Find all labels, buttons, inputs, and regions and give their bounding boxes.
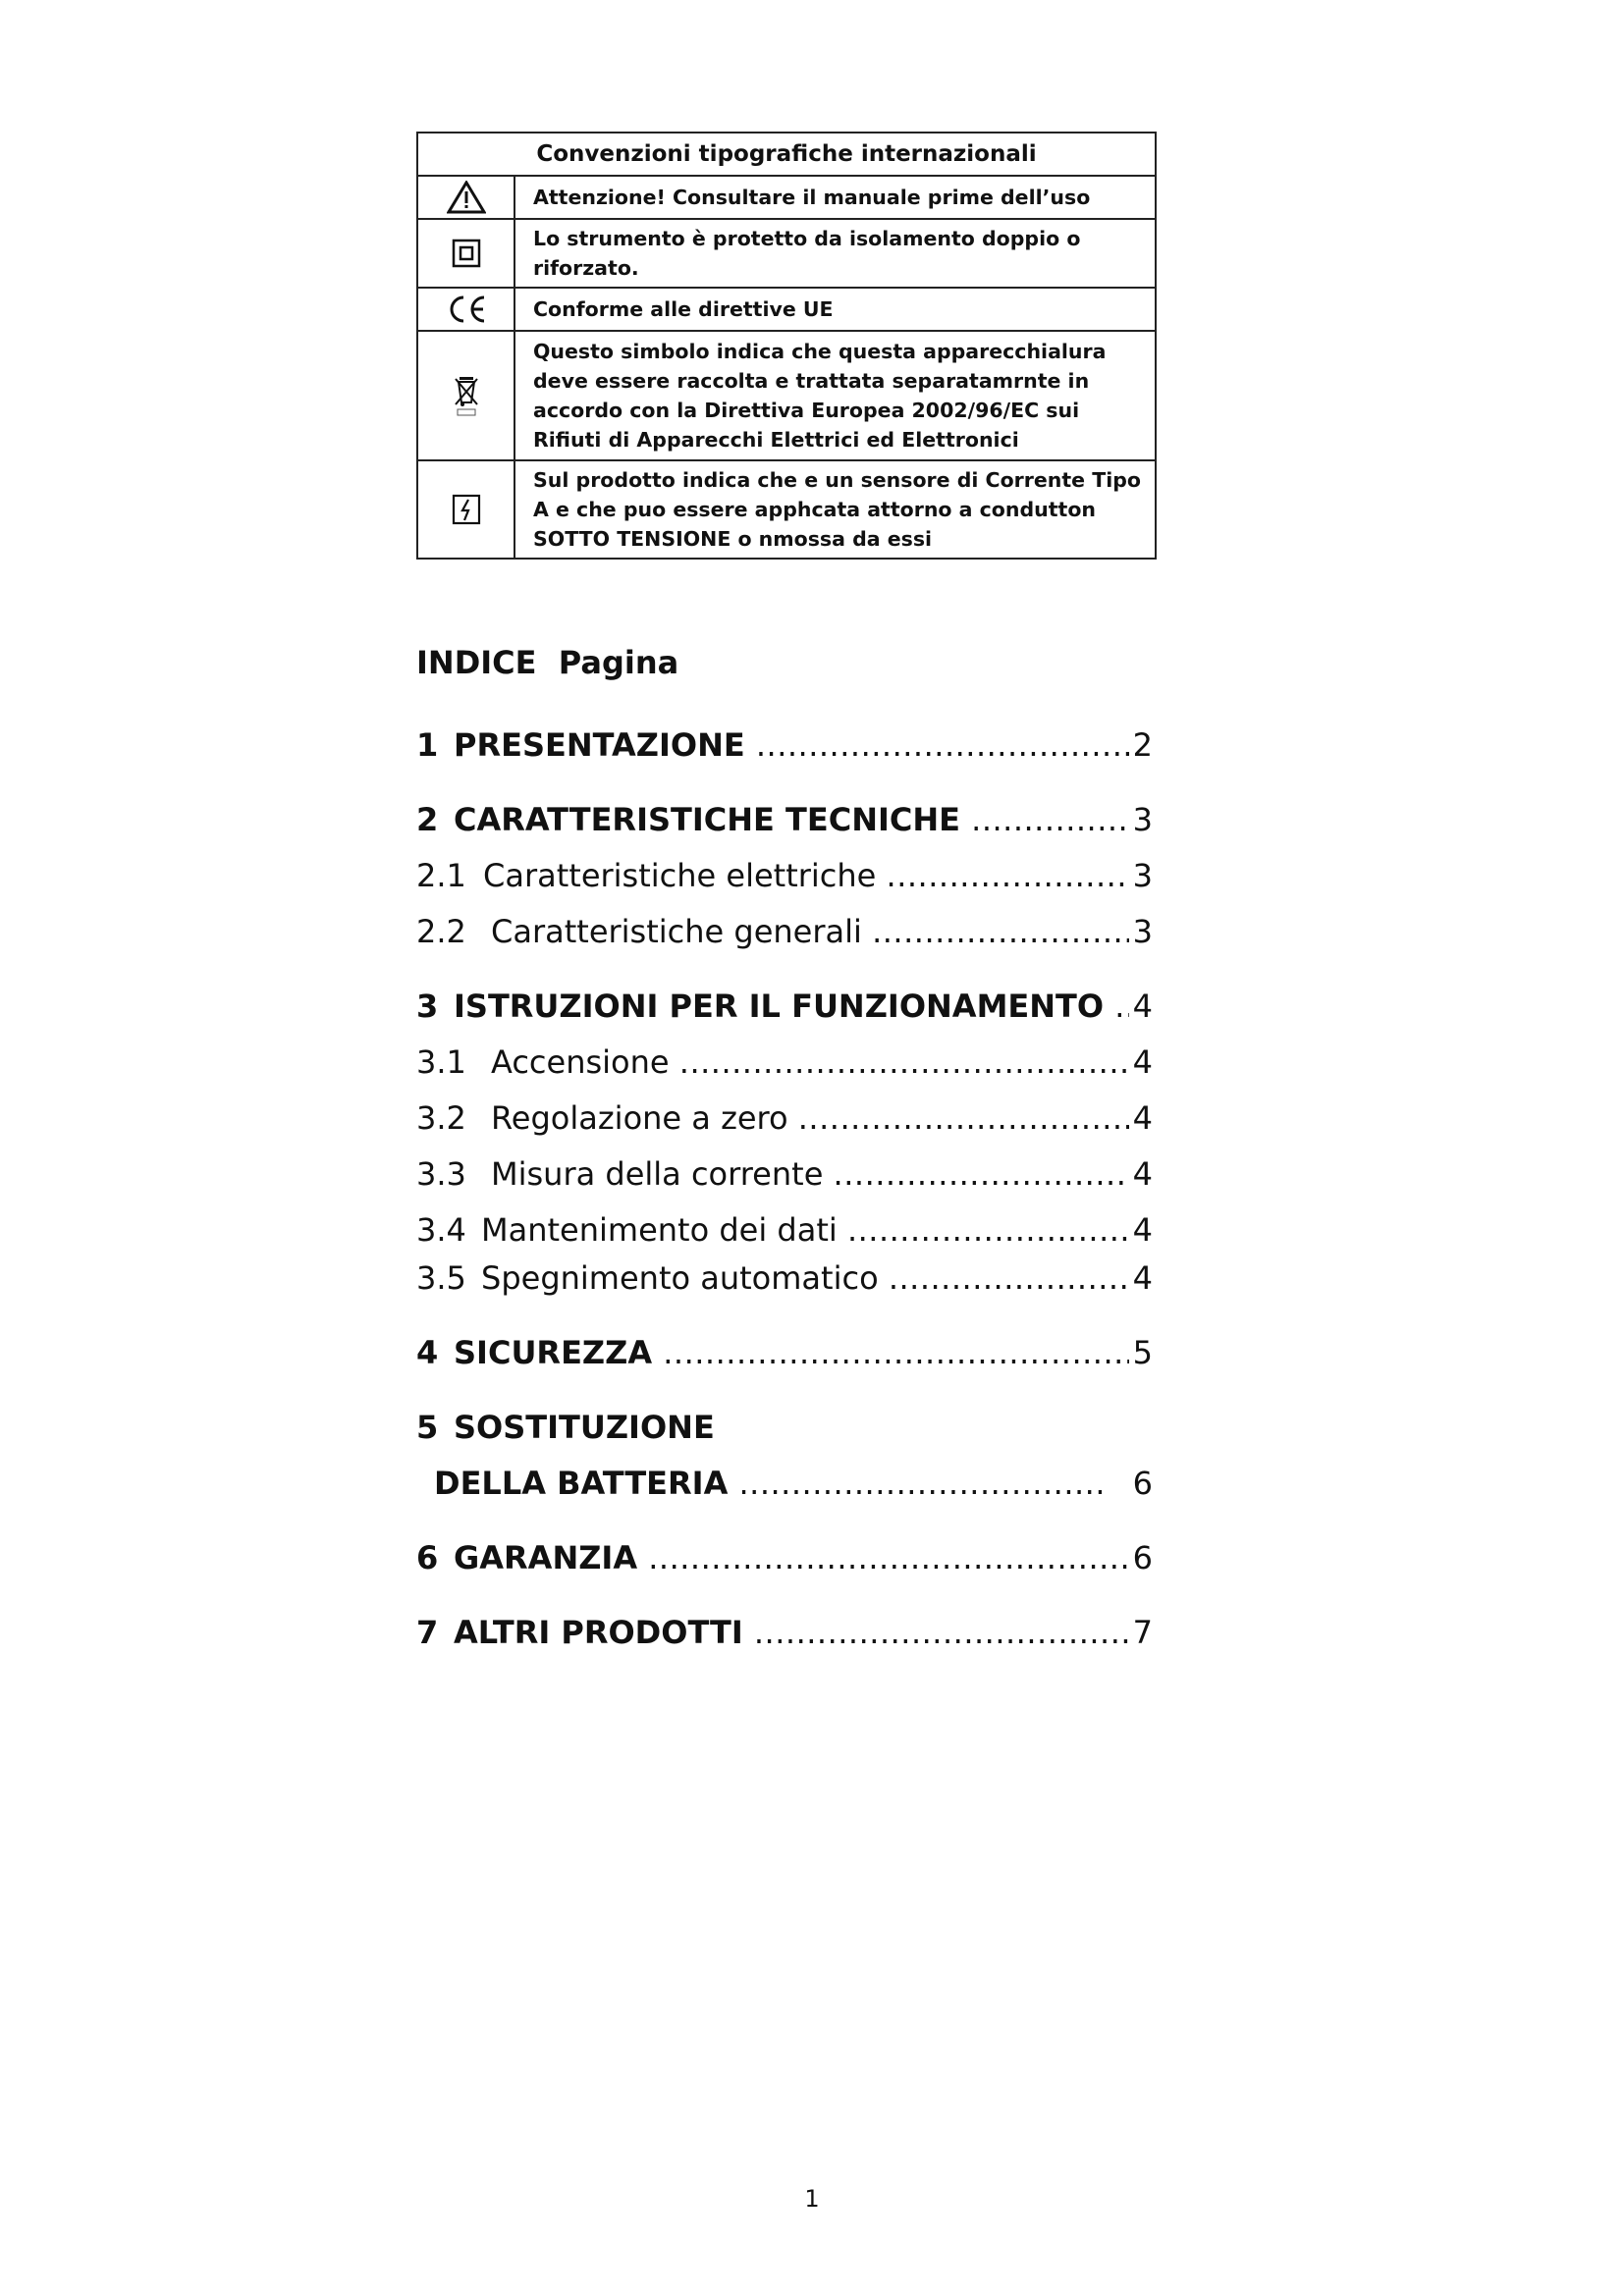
toc-leader [798,1099,1129,1137]
toc-leader [738,1465,1101,1502]
toc-leader [847,1211,1129,1249]
toc-number: 3 [416,988,439,1025]
toc-page: 7 [1132,1614,1153,1651]
toc-page: 6 [1132,1465,1153,1502]
page-number: 1 [804,2185,820,2213]
toc-leader [663,1334,1128,1371]
toc-label: ISTRUZIONI PER IL FUNZIONAMENTO [454,988,1105,1025]
toc-page: 3 [1132,913,1153,950]
index-page-heading: Pagina [558,644,679,681]
toc-label: SOSTITUZIONE [454,1409,715,1446]
toc-page: 4 [1132,1099,1153,1137]
conventions-row-text: Sul prodotto indica che e un sensore di Corrente Tipo A e che puo essere apphcata attorno a condutton SOTTO TENSIONE o nmossa da essi [514,460,1156,559]
toc-label: PRESENTAZIONE [454,726,745,764]
toc-page: 4 [1132,1043,1153,1081]
conventions-row-text: Conforme alle direttive UE [514,288,1156,331]
conventions-row-text: Attenzione! Consultare il manuale prime dell’uso [514,176,1156,219]
toc-page: 3 [1132,857,1153,894]
toc-label: DELLA BATTERIA [434,1465,729,1502]
toc-entry[interactable] [416,1465,1153,1502]
toc-leader [889,1259,1129,1297]
toc-number: 3.2 [416,1099,466,1137]
conventions-row-text: Lo strumento è protetto da isolamento doppio o riforzato. [514,219,1156,288]
toc-leader [756,726,1129,764]
toc-number: 3.1 [416,1043,466,1081]
toc-leader [1114,988,1128,1025]
toc-page: 4 [1132,988,1153,1025]
toc-leader [834,1155,1129,1193]
toc-entry[interactable] [416,857,1153,894]
toc-number: 2 [416,801,439,838]
toc-label: Caratteristiche elettriche [483,857,877,894]
live-conductor-icon [417,460,514,559]
toc-number: 6 [416,1539,439,1576]
toc-label: SICUREZZA [454,1334,653,1371]
toc-entry[interactable] [416,1099,1153,1137]
toc-label: CARATTERISTICHE TECNICHE [454,801,960,838]
toc-entry[interactable] [416,1211,1153,1249]
toc-number: 2.1 [416,857,466,894]
weee-bin-icon [417,331,514,460]
toc-entry[interactable] [416,801,1153,838]
toc-label: Accensione [491,1043,670,1081]
toc-label: ALTRI PRODOTTI [454,1614,743,1651]
toc-page: 4 [1132,1259,1153,1297]
toc-leader [754,1614,1129,1651]
toc-page: 4 [1132,1155,1153,1193]
toc-label: GARANZIA [454,1539,638,1576]
conventions-row-text: Questo simbolo indica che questa apparecchialura deve essere raccolta e trattata separatamrnte in accordo con la Direttiva Europea 2002/96/EC sui Rifiuti di Apparecchi Elettrici ed Elettronici [514,331,1156,460]
conventions-title: Convenzioni tipografiche internazionali [417,133,1156,176]
toc-number: 3.5 [416,1259,466,1297]
index-heading [416,644,678,681]
toc-entry[interactable] [416,1409,1153,1446]
toc-leader [872,913,1129,950]
toc-entry[interactable] [416,1614,1153,1651]
toc-entry[interactable] [416,1259,1153,1297]
toc-entry[interactable] [416,988,1153,1025]
toc-leader [971,801,1129,838]
conventions-table [416,132,1157,560]
toc-label: Spegnimento automatico [481,1259,879,1297]
toc-number: 5 [416,1409,439,1446]
toc-number: 3.3 [416,1155,466,1193]
toc-entry[interactable] [416,913,1153,950]
toc-entry[interactable] [416,1043,1153,1081]
toc-page: 3 [1132,801,1153,838]
toc-label: Regolazione a zero [491,1099,788,1137]
ce-mark-icon [417,288,514,331]
double-insulation-icon [417,219,514,288]
toc-leader [648,1539,1128,1576]
toc-number: 1 [416,726,439,764]
warning-triangle-icon [417,176,514,219]
toc-entry[interactable] [416,1334,1153,1371]
toc-label: Caratteristiche generali [491,913,862,950]
toc-page: 4 [1132,1211,1153,1249]
toc-leader [887,857,1129,894]
toc-label: Mantenimento dei dati [481,1211,838,1249]
toc-leader [679,1043,1129,1081]
toc-page: 6 [1132,1539,1153,1576]
index-title: INDICE [416,644,537,681]
toc-entry[interactable] [416,726,1153,764]
toc-number: 4 [416,1334,439,1371]
toc-number: 2.2 [416,913,466,950]
toc-number: 3.4 [416,1211,466,1249]
toc-number: 7 [416,1614,439,1651]
toc-page: 2 [1132,726,1153,764]
toc-page: 5 [1132,1334,1153,1371]
toc-label: Misura della corrente [491,1155,824,1193]
toc-entry[interactable] [416,1539,1153,1576]
toc-entry[interactable] [416,1155,1153,1193]
